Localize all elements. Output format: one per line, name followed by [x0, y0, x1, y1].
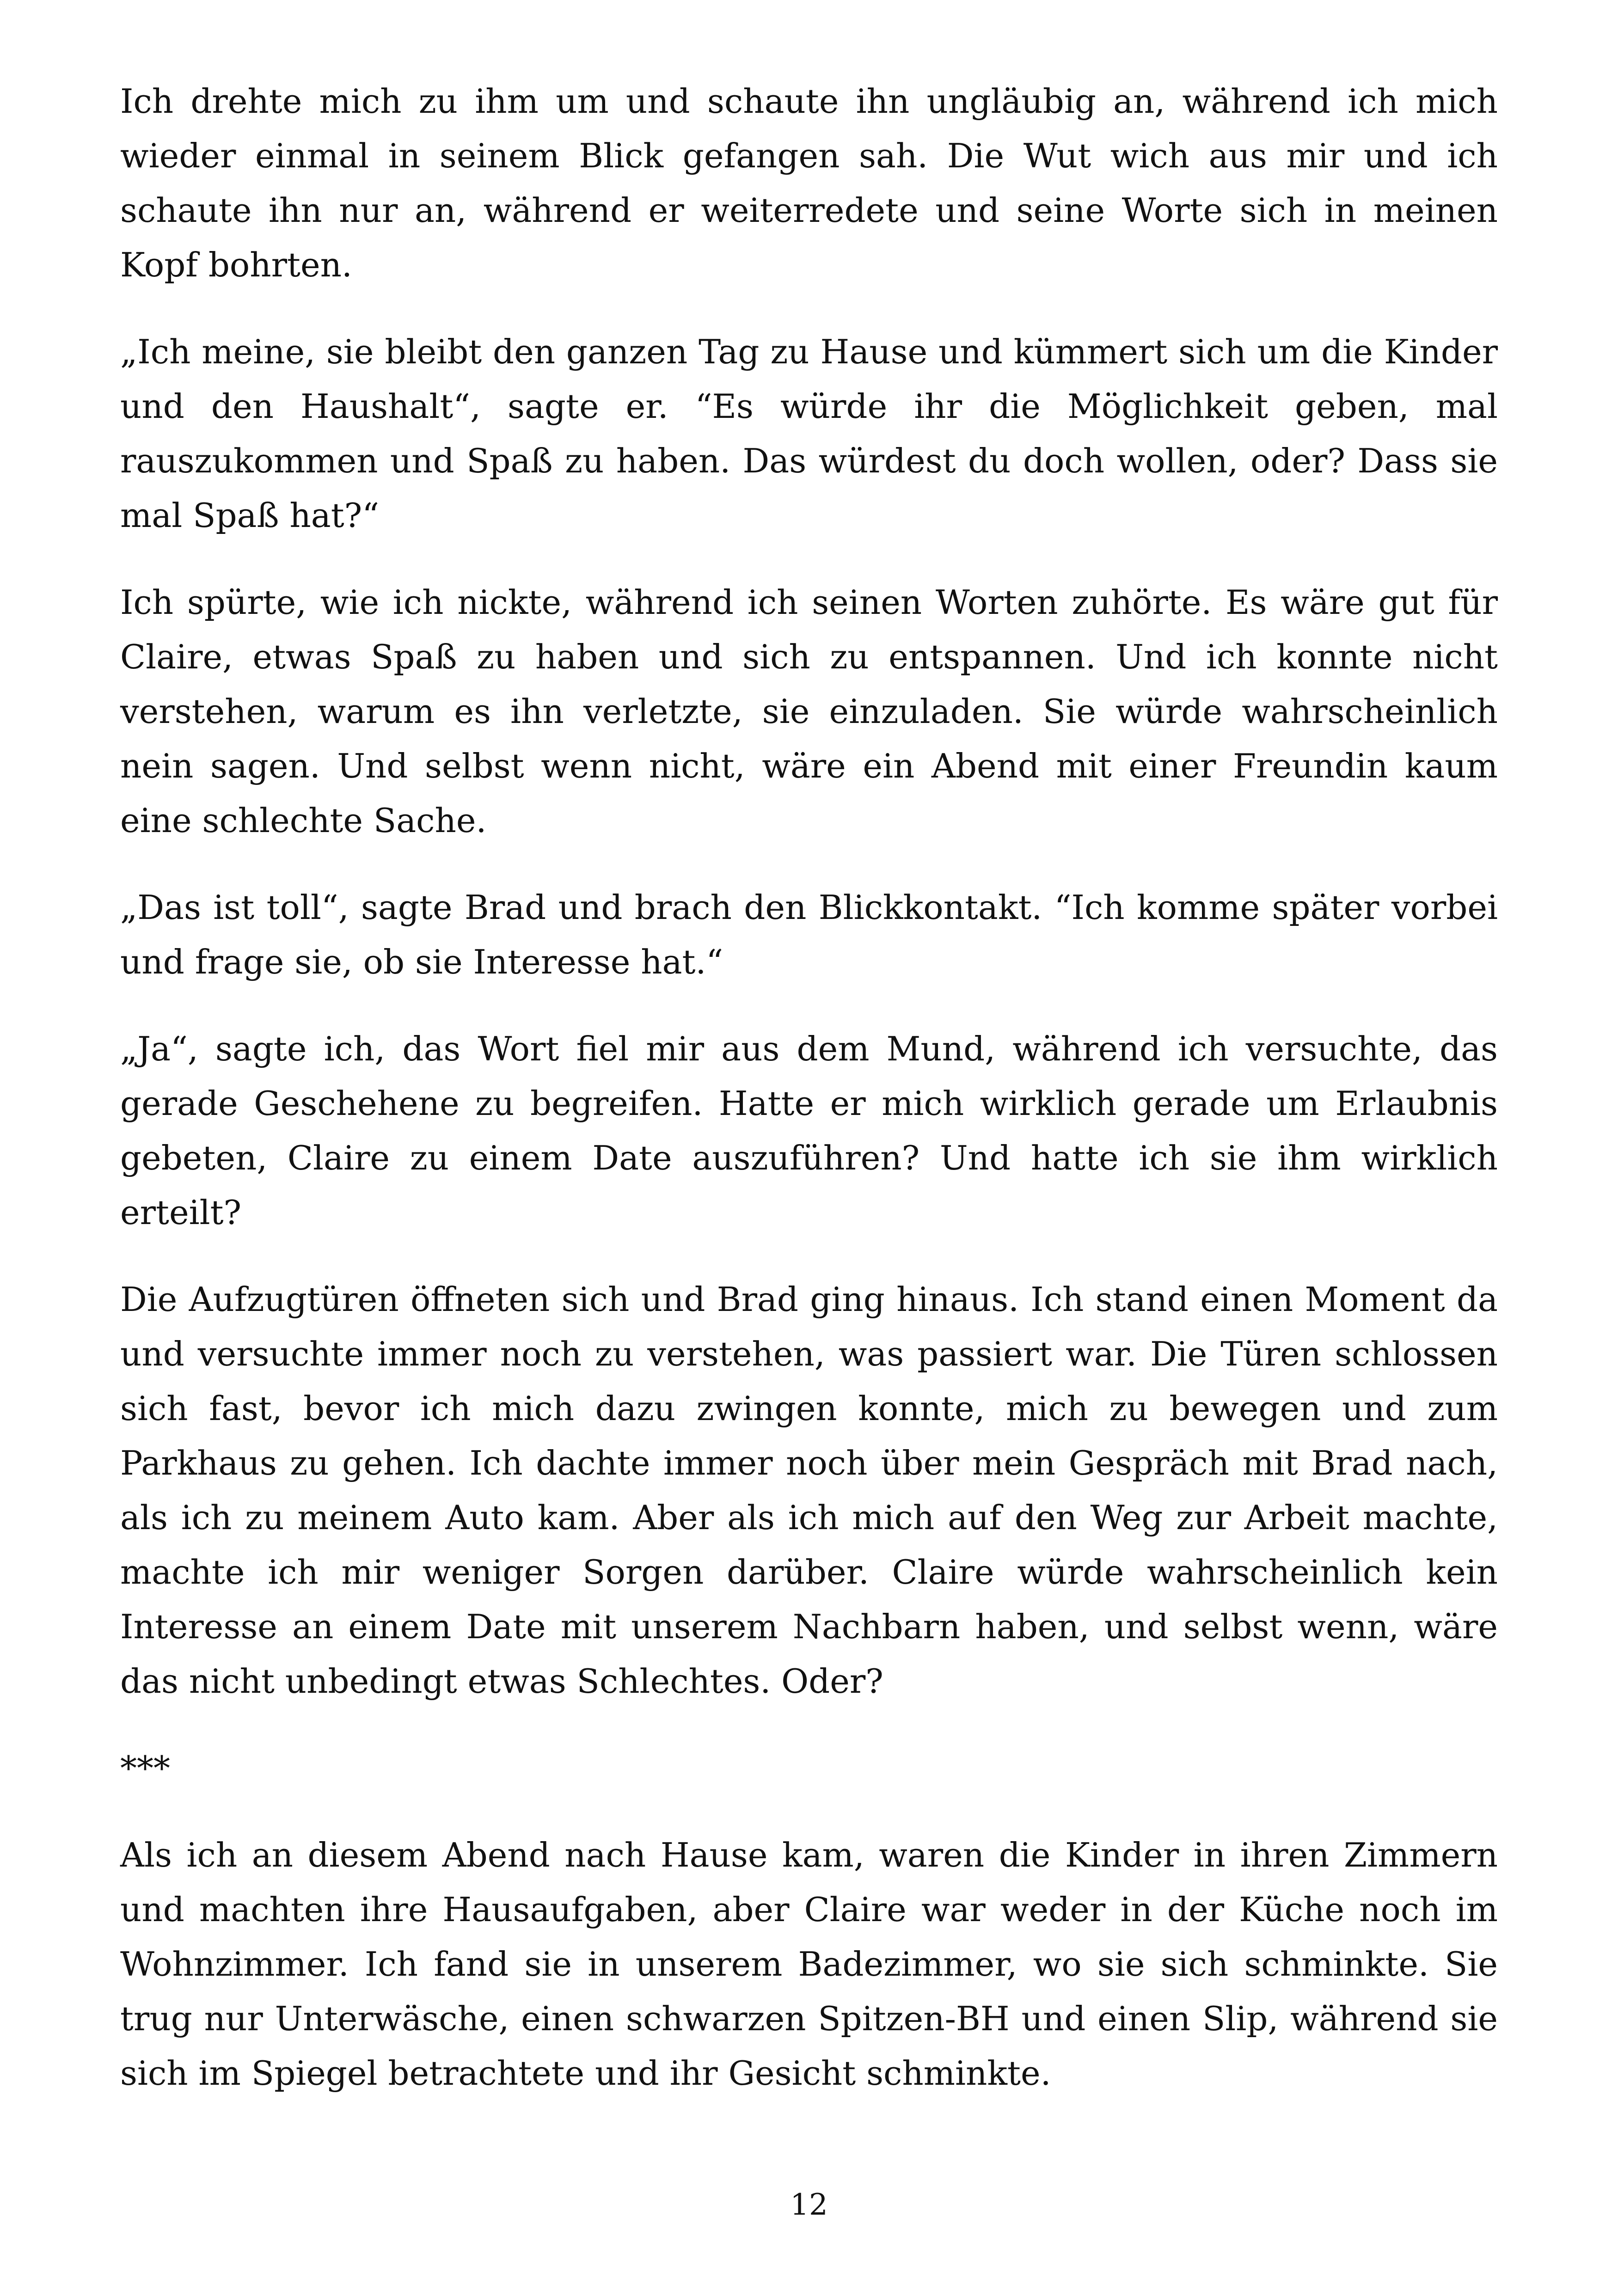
page-body	[120, 74, 1498, 2133]
page-number: 12	[790, 2188, 828, 2222]
paragraph-2: „Ich meine, sie bleibt den ganzen Tag zu Hause und kümmert sich um die Kinder und den Haushalt“, sagte er. “Es würde ihr die Möglichkeit geben, mal rauszukommen und Spaß zu haben. Das würdest du doch wollen, oder? Dass sie mal Spaß hat?“	[120, 332, 1498, 535]
paragraph-7: Als ich an diesem Abend nach Hause kam, waren die Kinder in ihren Zimmern und machten ihre Hausaufgaben, aber Claire war weder in der Küche noch im Wohnzimmer. Ich fand sie in unserem Badezimmer, wo sie sich schminkte. Sie trug nur Unterwäsche, einen schwarzen Spitzen-BH und einen Slip, während sie sich im Spiegel betrachtete und ihr Gesicht schminkte.	[120, 1836, 1498, 2093]
paragraph-1: Ich drehte mich zu ihm um und schaute ihn ungläubig an, während ich mich wieder einmal in seinem Blick gefangen sah. Die Wut wich aus mir und ich schaute ihn nur an, während er weiterredete und seine Worte sich in meinen Kopf bohrten.	[120, 82, 1498, 284]
paragraph-5: „Ja“, sagte ich, das Wort fiel mir aus dem Mund, während ich versuchte, das gerade Geschehene zu begreifen. Hatte er mich wirklich gerade um Erlaubnis gebeten, Claire zu einem Date auszuführen? Und hatte ich sie ihm wirklich erteilt?	[120, 1029, 1498, 1232]
scene-break: ***	[120, 1749, 170, 1788]
paragraph-4: „Das ist toll“, sagte Brad und brach den Blickkontakt. “Ich komme später vorbei und frage sie, ob sie Interesse hat.“	[120, 888, 1498, 981]
paragraph-3: Ich spürte, wie ich nickte, während ich seinen Worten zuhörte. Es wäre gut für Claire, etwas Spaß zu haben und sich zu entspannen. Und ich konnte nicht verstehen, warum es ihn verletzte, sie einzuladen. Sie würde wahrscheinlich nein sagen. Und selbst wenn nicht, wäre ein Abend mit einer Freundin kaum eine schlechte Sache.	[120, 583, 1498, 840]
paragraph-6: Die Aufzugtüren öffneten sich und Brad ging hinaus. Ich stand einen Moment da und versuchte immer noch zu verstehen, was passiert war. Die Türen schlossen sich fast, bevor ich mich dazu zwingen konnte, mich zu bewegen und zum Parkhaus zu gehen. Ich dachte immer noch über mein Gespräch mit Brad nach, als ich zu meinem Auto kam. Aber als ich mich auf den Weg zur Arbeit machte, machte ich mir weniger Sorgen darüber. Claire würde wahrscheinlich kein Interesse an einem Date mit unserem Nachbarn haben, und selbst wenn, wäre das nicht unbedingt etwas Schlechtes. Oder?	[120, 1280, 1498, 1701]
